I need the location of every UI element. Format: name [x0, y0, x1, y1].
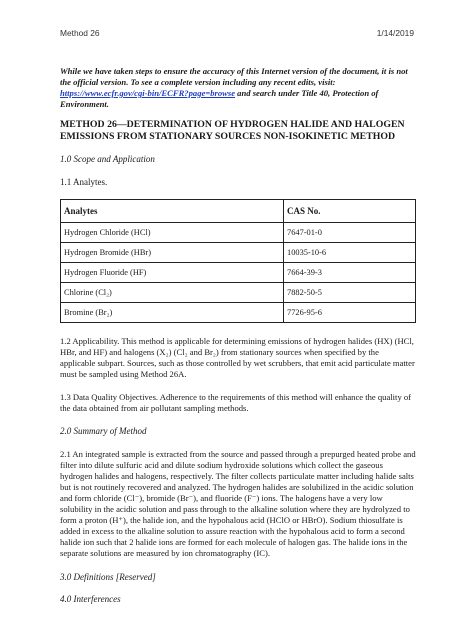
analyte-cell: Hydrogen Chloride (HCl) — [61, 222, 284, 242]
cas-cell: 7726-95-6 — [284, 302, 416, 322]
analyte-cell: Hydrogen Bromide (HBr) — [61, 242, 284, 262]
section-heading-definitions: 3.0 Definitions [Reserved] — [60, 571, 156, 582]
cas-cell: 7647-01-0 — [284, 222, 416, 242]
analyte-cell: Hydrogen Fluoride (HF) — [61, 262, 284, 282]
disclaimer — [60, 66, 416, 110]
section-heading-interferences: 4.0 Interferences — [60, 593, 121, 604]
analyte-cell: Bromine (Br₂) — [61, 302, 284, 322]
document-body — [60, 66, 416, 605]
paragraph-data-quality: 1.3 Data Quality Objectives. Adherence to the requirements of this method will enhance the quality of the data obtained from air pollutant sampling methods. — [60, 391, 412, 413]
header-date: 1/14/2019 — [376, 28, 414, 38]
paragraph-applicability: 1.2 Applicability. This method is applicable for determining emissions of hydrogen halides (HX) (HCl, HBr, and HF) and halogens (X₂) (Cl₂ and Br₂) from stationary sources when specified by the applicable subpart. Sources, such as those controlled by wet scrubbers, that emit acid particulate matter must be sampled using Method 26A. — [60, 335, 415, 379]
column-header-cas: CAS No. — [284, 199, 416, 222]
table-row — [61, 282, 416, 302]
analytes-table — [60, 199, 416, 323]
table-header-row — [61, 199, 416, 222]
paragraph-summary: 2.1 An integrated sample is extracted from the source and passed through a prepurged heated probe and filter into dilute sulfuric acid and dilute sodium hydroxide solutions which collect the gaseous hydrogen halides and halogens, respectively. The filter collects particulate matter including halide salts but is not routinely recovered and analyzed. The hydrogen halides are solubilized in the acidic solution and form chloride (Cl⁻), bromide (Br⁻), and fluoride (F⁻) ions. The halogens have a very low solubility in the acidic solution and pass through to the alkaline solution where they are hydrolyzed to form a proton (H⁺), the halide ion, and the hypohalous acid (HClO or HBrO). Sodium thiosulfate is added in excess to the alkaline solution to assure reaction with the hypohalous acid to form a second halide ion such that 2 halide ions are formed for each molecule of halogen gas. The halide ions in the separate solutions are measured by ion chromatography (IC). — [60, 448, 416, 558]
document-title: METHOD 26—DETERMINATION OF HYDROGEN HALIDE AND HALOGEN EMISSIONS FROM STATIONARY SOURCES NON-ISOKINETIC METHOD — [60, 119, 405, 143]
table-row — [61, 222, 416, 242]
header-method-label: Method 26 — [60, 28, 100, 38]
cas-cell: 7882-50-5 — [284, 282, 416, 302]
table-row — [61, 302, 416, 322]
disclaimer-text-end: and search under Title 40, Protection of Environment. — [60, 88, 379, 109]
table-row — [61, 242, 416, 262]
section-heading-scope: 1.0 Scope and Application — [60, 153, 155, 164]
section-heading-summary: 2.0 Summary of Method — [60, 425, 147, 436]
column-header-analytes: Analytes — [61, 199, 284, 222]
table-row — [61, 262, 416, 282]
page-header — [60, 28, 414, 38]
subsection-analytes: 1.1 Analytes. — [60, 176, 108, 187]
analyte-cell: Chlorine (Cl₂) — [61, 282, 284, 302]
disclaimer-text: While we have taken steps to ensure the accuracy of this Internet version of the document, it is not the official version. To see a complete version including any recent edits, visit: — [60, 66, 408, 87]
cas-cell: 10035-10-6 — [284, 242, 416, 262]
cas-cell: 7664-39-3 — [284, 262, 416, 282]
ecfr-link[interactable]: https://www.ecfr.gov/cgi-bin/ECFR?page=browse — [60, 88, 236, 98]
